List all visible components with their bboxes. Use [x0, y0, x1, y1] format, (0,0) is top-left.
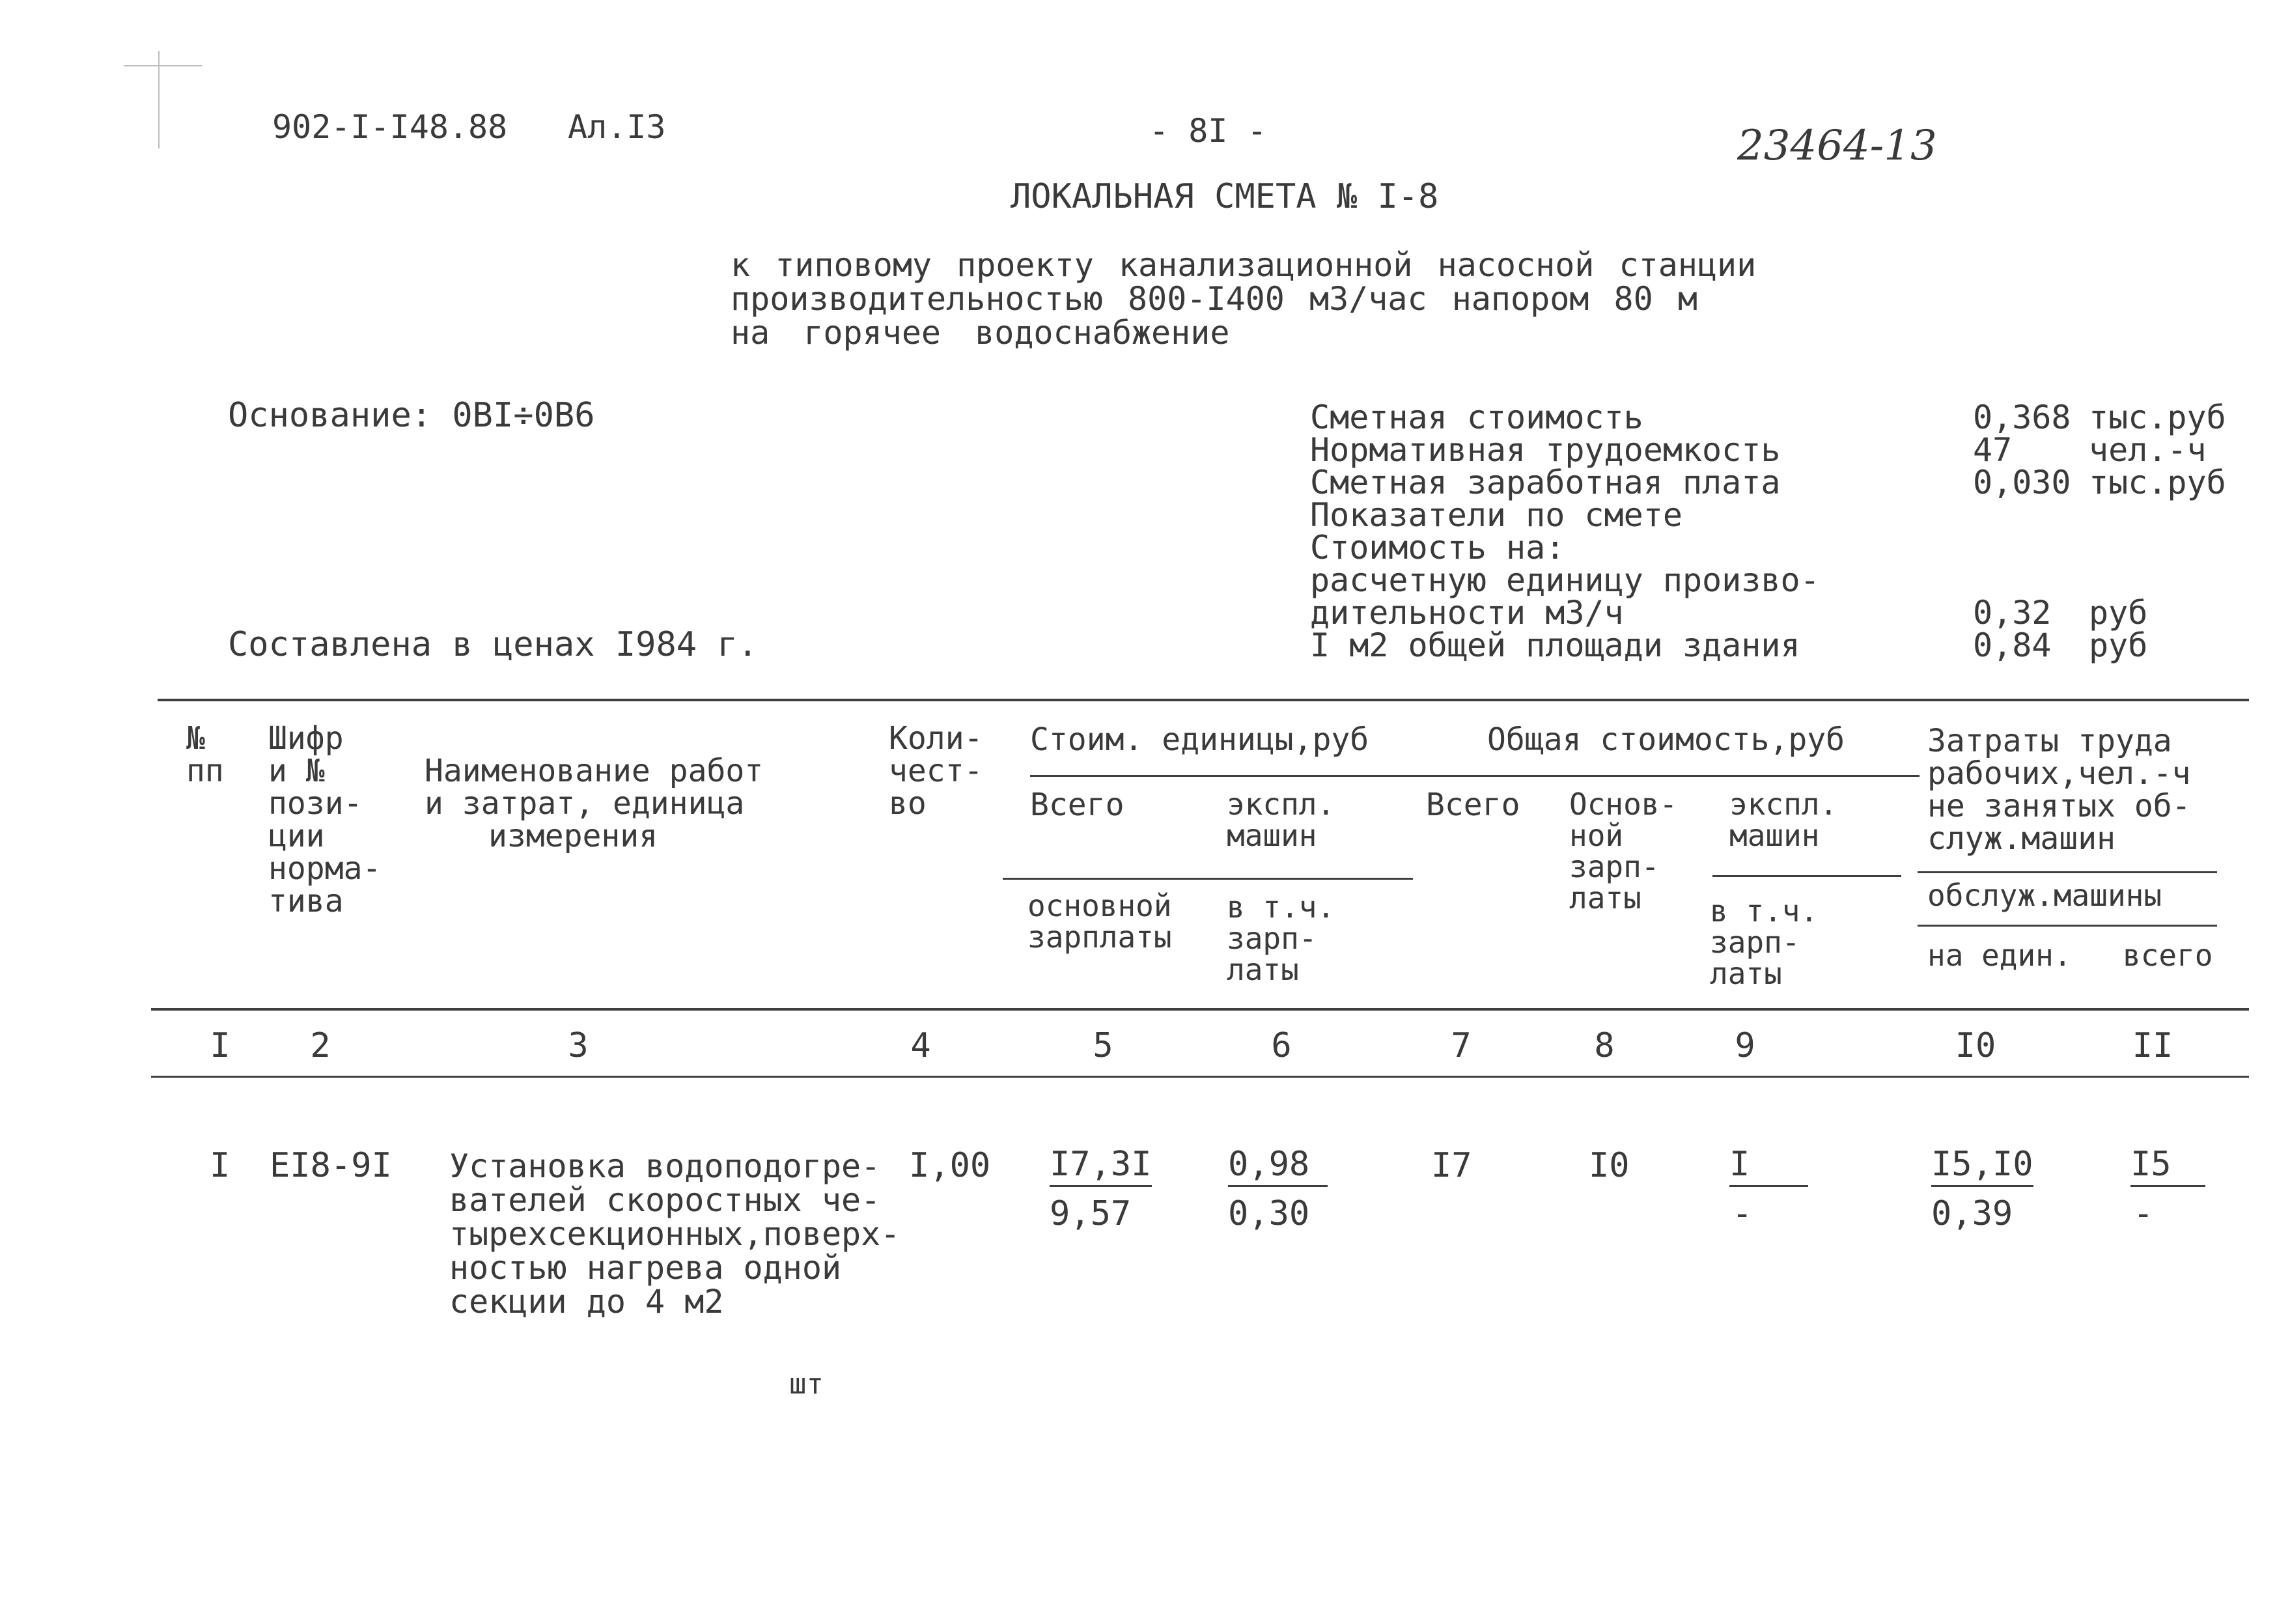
summary-label: дительности м3/ч [1310, 594, 1624, 632]
summary-value: 0,368 [1973, 399, 2071, 436]
basis-label: Основание: 0ВI÷0В6 [228, 396, 595, 435]
labor-group-rule [1918, 871, 2217, 873]
summary-unit: чел.-ч [2089, 431, 2207, 469]
row-unit-cost-machines: 0,98 [1228, 1147, 1328, 1187]
summary-label: Стоимость на: [1310, 529, 1565, 567]
subtitle-line: производительностью 800-I400 м3/час напором 80 м [731, 280, 1697, 318]
sheet-number: Ал.I3 [568, 108, 666, 146]
row-unit-cost-total: I7,3I [1050, 1147, 1152, 1187]
subtitle-line: к типовому проекту канализационной насосной станции [731, 246, 1757, 284]
column-number: 6 [1271, 1026, 1292, 1065]
row-total-machines: I [1729, 1147, 1808, 1187]
prices-note: Составлена в ценах I984 г. [228, 625, 758, 664]
column-number: 8 [1594, 1026, 1615, 1065]
header-bottom-rule [151, 1008, 2249, 1011]
row-labor-total: I5 [2130, 1147, 2205, 1187]
col-header-total: Всего [1426, 787, 1520, 823]
summary-unit: руб [2089, 594, 2148, 632]
summary-label: расчетную единицу произво- [1310, 561, 1820, 599]
row-labor-per-unit: I5,I0 [1931, 1147, 2033, 1187]
summary-unit: тыс.руб [2089, 464, 2226, 501]
summary-label: I м2 общей площади здания [1310, 626, 1800, 664]
col-group-total-cost: Общая стоимость,руб [1487, 721, 1845, 758]
cost-group-rule [1030, 775, 1920, 777]
row-unit-cost-base-salary: 9,57 [1050, 1194, 1132, 1233]
summary-value: 47 [1973, 431, 2013, 469]
summary-value: 0,32 [1973, 594, 2052, 632]
subtitle-line: на горячее водоснабжение [731, 314, 1230, 352]
col-group-unit-cost: Стоим. единицы,руб [1030, 721, 1369, 758]
row-labor-service-per-unit: 0,39 [1931, 1194, 2013, 1233]
total-cost-sub-rule [1712, 875, 1901, 877]
doc-code: 902-I-I48.88 [272, 108, 508, 146]
summary-value: 0,84 [1973, 626, 2052, 664]
labor-sub-rule [1918, 925, 2217, 927]
summary-label: Сметная стоимость [1310, 399, 1643, 436]
column-number: II [2132, 1026, 2173, 1065]
row-number: I [210, 1146, 230, 1185]
row-unit-cost-machine-salary: 0,30 [1228, 1194, 1310, 1233]
column-number-rule [151, 1076, 2249, 1078]
unit-cost-sub-rule [1003, 878, 1413, 880]
column-number: I0 [1955, 1026, 1996, 1065]
row-labor-service-total: - [2133, 1194, 2154, 1233]
col-header-labor-service: обслуж.машины [1927, 878, 2162, 913]
summary-value: 0,030 [1973, 464, 2071, 501]
document-title: ЛОКАЛЬНАЯ СМЕТА № I-8 [1011, 177, 1439, 216]
table-top-rule [158, 699, 2249, 701]
column-number: 9 [1735, 1026, 1755, 1065]
row-total-machine-salary: - [1732, 1194, 1753, 1233]
column-number: 4 [910, 1026, 931, 1065]
col-header-unit-total: Всего [1030, 787, 1124, 823]
column-number: I [210, 1026, 230, 1065]
column-number: 5 [1093, 1026, 1113, 1065]
row-total-base-salary: I0 [1589, 1146, 1630, 1185]
col-header-labor-total: всего [2123, 938, 2213, 973]
summary-unit: тыс.руб [2089, 399, 2226, 436]
column-number: 7 [1451, 1026, 1472, 1065]
row-total-cost: I7 [1431, 1146, 1472, 1185]
summary-unit: руб [2089, 626, 2148, 664]
column-number: 3 [568, 1026, 589, 1065]
page-number: - 8I - [1149, 112, 1267, 150]
registration-mark-horizontal [124, 65, 202, 66]
registration-mark-vertical [158, 51, 160, 148]
summary-label: Нормативная трудоемкость [1310, 431, 1781, 469]
col-header-per-unit: на един. [1927, 938, 2072, 973]
column-number: 2 [310, 1026, 331, 1065]
summary-label: Сметная заработная плата [1310, 464, 1781, 501]
summary-label: Показатели по смете [1310, 496, 1683, 534]
row-unit-label: шт [789, 1367, 824, 1401]
row-code: ЕI8-9I [270, 1146, 392, 1185]
row-quantity: I,00 [909, 1146, 991, 1185]
handwritten-number: 23464-13 [1737, 122, 1937, 170]
